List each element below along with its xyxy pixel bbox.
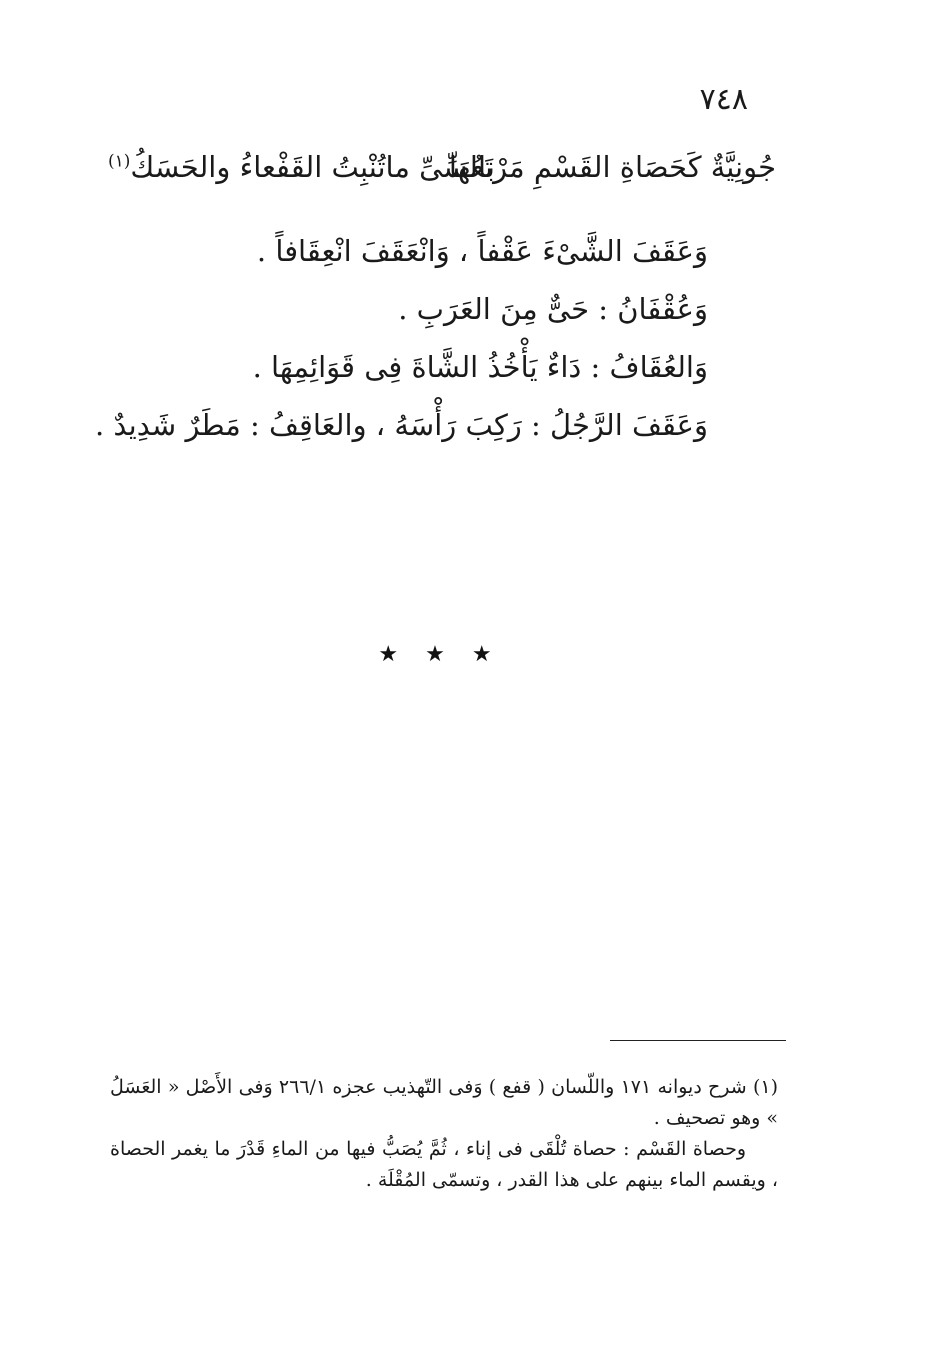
footnote-divider <box>610 1040 786 1041</box>
footnote-explanation: وحصاة القَسْم : حصاة تُلْقَى فى إناء ، ثُمَّ يُصَبُّ فيها من الماءِ قَدْرَ ما يغمر الحصاة ، ويقسم الماء بينهم على هذا القدر ، وتسمّى المُقْلَة . <box>110 1138 778 1191</box>
entry-line: وَعَقَفَ الشَّىْءَ عَقْفاً ، وَانْعَقَفَ انْعِقَافاً . <box>256 234 708 268</box>
entry-line: وَالعُقَافُ : دَاءٌ يَأْخُذُ الشَّاةَ فِى قَوَائِمِهَا . <box>252 350 708 384</box>
verse-second-hemistich <box>108 150 495 184</box>
verse-first-hemistich <box>449 150 776 184</box>
verse-first-half: بالسِّىِّ ماتُنْبِتُ القَفْعاءُ والحَسَكُ <box>130 150 495 184</box>
dictionary-entries <box>94 222 708 454</box>
poetry-verse <box>108 150 776 200</box>
verse-second-half: جُونِيَّةٌ كَحَصَاةِ القَسْمِ مَرْتَعُهَا <box>448 150 776 184</box>
footnote-1: (١) شرح ديوانه ١٧١ واللّسان ( قفع ) وَفى التّهذيب عجزه ٢٦٦/١ وَفى الأَصْل « العَسَلُ » وهو تصحيف . <box>110 1076 778 1129</box>
entry-line: وَعَقَفَ الرَّجُلُ : رَكِبَ رَأْسَهُ ، والعَاقِفُ : مَطَرٌ شَدِيدٌ . <box>94 408 708 442</box>
page-number: ٧٤٨ <box>699 82 748 117</box>
entry-line: وَعُقْفَانُ : حَىٌّ مِنَ العَرَبِ . <box>398 292 708 326</box>
footnote-reference[interactable]: (١) <box>108 151 131 172</box>
footnotes <box>110 1072 778 1196</box>
section-separator: ★ ★ ★ <box>378 642 502 667</box>
